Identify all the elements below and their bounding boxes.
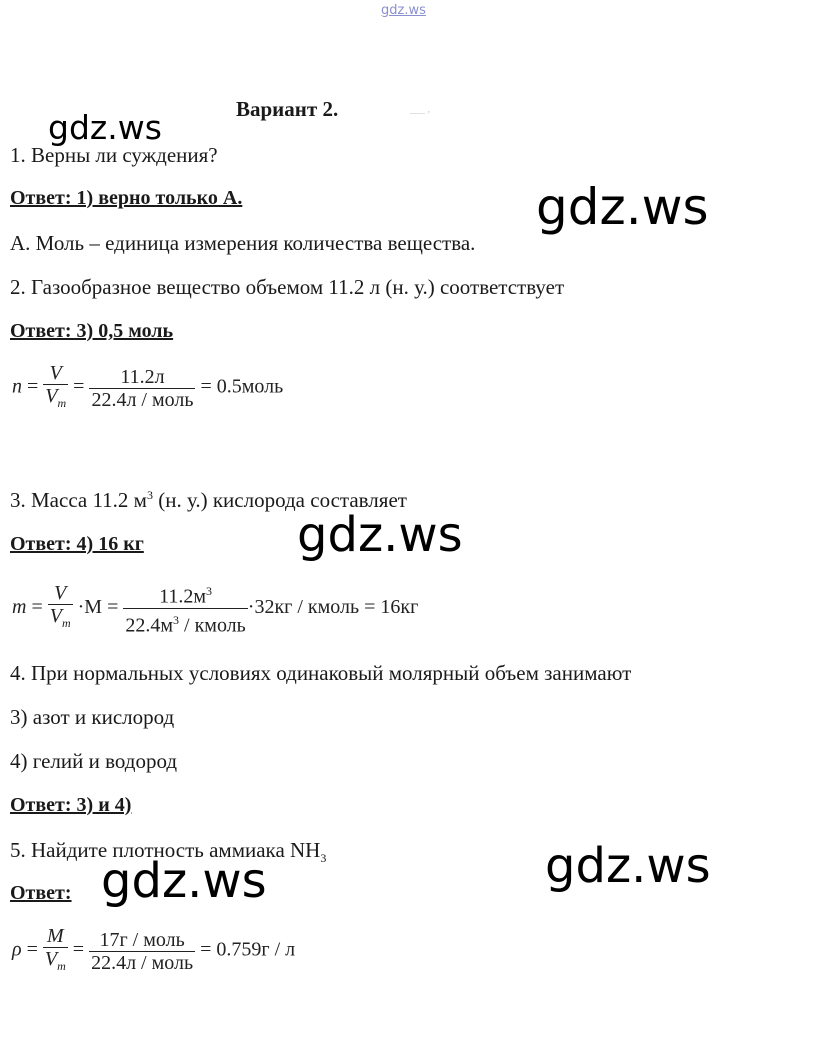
question-5-text: 5. Найдите плотность аммиака NH [10, 838, 321, 862]
formula-3-mult: ·M = [77, 595, 119, 618]
question-5-sub: 3 [320, 851, 327, 866]
formula-5-result: 0.759г / л [216, 938, 296, 961]
answer-4: Ответ: 3) и 4) [10, 794, 132, 816]
answer-2: Ответ: 3) 0,5 моль [10, 320, 174, 342]
answer-1: Ответ: 1) верно только А. [10, 187, 243, 209]
formula-2-den2: 22.4л / моль [91, 388, 194, 411]
formula-3-den2: 22.4м [125, 614, 174, 637]
question-3-sup: 3 [146, 488, 153, 502]
answer-3: Ответ: 4) 16 кг [10, 533, 144, 555]
formula-3-den1-sub: m [61, 616, 71, 631]
formula-2-den1-sub: m [57, 396, 67, 410]
scan-artifact: ___ , [410, 104, 430, 115]
formula-2-frac1 [43, 362, 68, 414]
formula-5-num2: 17г / моль [89, 929, 195, 952]
formula-5-lhs: ρ [12, 938, 22, 961]
watermark-1: gdz.ws [48, 108, 162, 147]
formula-5-frac1 [43, 925, 68, 977]
formula-3-den2-unit: / кмоль [179, 614, 246, 637]
question-5 [10, 838, 326, 866]
formula-3-den2-sup: 3 [173, 612, 180, 627]
formula-2: n = $\frac{V}{V_m}$ = $\frac{11.2л}{\text{22.4л / моль}}$ = 0.5моль [12, 362, 283, 414]
question-3-text-end: (н. у.) кислорода составляет [152, 488, 407, 512]
formula-2-result: 0.5моль [216, 375, 284, 398]
formula-5-num1: M [43, 925, 68, 948]
option-3: 3) азот и кислород [10, 705, 175, 729]
formula-3-num2-sup: 3 [206, 584, 213, 598]
formula-5-den1-sub: m [57, 959, 66, 973]
formula-3-result: ·32кг / кмоль = 16кг [247, 595, 419, 618]
formula-5: ρ = $\frac{M}{V_m}$ = $\frac{\text{17г / моль}}{\text{22.4л / моль}}$ = 0.759г / л [12, 925, 295, 977]
question-3-text: 3. Масса 11.2 м [10, 488, 147, 512]
option-4: 4) гелий и водород [10, 749, 178, 773]
statement-a: А. Моль – единица измерения количества вещества. [10, 231, 476, 255]
question-2: 2. Газообразное вещество объемом 11.2 л (н. у.) соответствует [10, 275, 565, 299]
formula-2-num2: 11.2л [89, 366, 195, 389]
formula-5-frac2 [89, 929, 195, 974]
formula-3-lhs: m [12, 595, 27, 618]
question-4: 4. При нормальных условиях одинаковый молярный объем занимают [10, 661, 632, 685]
formula-2-frac2 [89, 366, 195, 411]
formula-2-num1: V [43, 362, 68, 385]
formula-3-num1: V [48, 582, 73, 605]
formula-2-den1: V [45, 385, 58, 407]
question-1: 1. Верны ли суждения? [10, 143, 218, 167]
page-title: Вариант 2. [236, 97, 339, 121]
top-watermark[interactable]: gdz.ws [381, 3, 426, 18]
watermark-3: gdz.ws [297, 507, 463, 563]
watermark-2: gdz.ws [536, 178, 709, 236]
formula-5-den2: 22.4л / моль [91, 951, 194, 974]
formula-3-den1: V [49, 605, 62, 628]
formula-2-lhs: n [12, 375, 22, 398]
question-3 [10, 488, 407, 513]
formula-3-num2: 11.2м [159, 585, 207, 608]
formula-3-frac2 [123, 580, 247, 636]
formula-3-frac1 [48, 582, 73, 634]
formula-3: m = $\frac{V}{V_m}$ ·M = $\frac{11.2м^3}{22.4м^3 / кмоль}$ ·32кг / кмоль = 16кг [12, 580, 418, 636]
answer-5: Ответ: [10, 882, 72, 904]
formula-5-den1: V [44, 948, 58, 970]
watermark-4: gdz.ws [545, 838, 711, 894]
watermark-5: gdz.ws [101, 853, 267, 909]
